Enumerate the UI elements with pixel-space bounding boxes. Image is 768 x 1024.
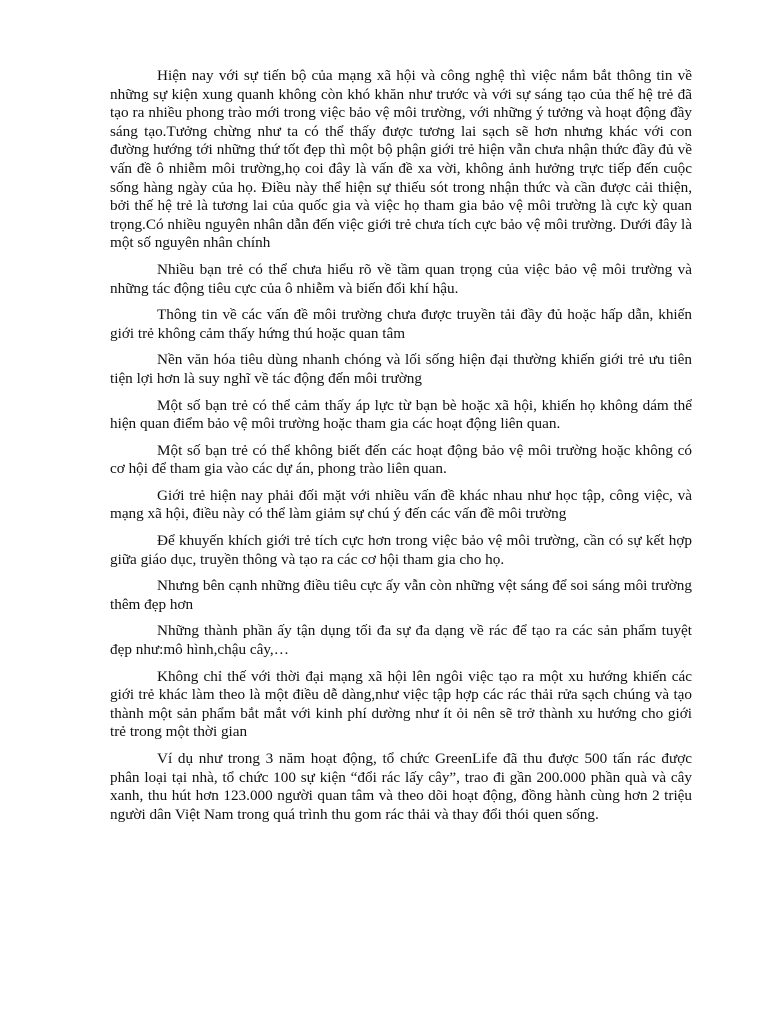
paragraph-encouragement: Để khuyến khích giới trẻ tích cực hơn trong việc bảo vệ môi trường, cần có sự kết hợp giữa giáo dục, truyền thông và tạo ra các cơ hội tham gia cho họ. [110, 532, 692, 568]
paragraph-recycled-products: Những thành phần ấy tận dụng tối đa sự đa dạng về rác để tạo ra các sản phẩm tuyệt đẹp như:mô hình,chậu cây,… [110, 622, 692, 659]
paragraph-greenlife-example: Ví dụ như trong 3 năm hoạt động, tổ chức GreenLife đã thu được 500 tấn rác được phân loại tại nhà, tổ chức 100 sự kiện “đổi rác lấy cây”, trao đi gần 200.000 phần quà và cây xanh, thu hút hơn 123.000 người quan tâm và theo dõi hoạt động, đồng hành cùng hơn 2 triệu người dân Việt Nam trong quá trình thu gom rác thải và thay đổi thói quen sống. [110, 750, 692, 823]
paragraph-bright-spots: Nhưng bên cạnh những điều tiêu cực ấy vẫn còn những vệt sáng để soi sáng môi trường thêm đẹp hơn [110, 577, 692, 613]
paragraph-cause-peer-pressure: Một số bạn trẻ có thể cảm thấy áp lực từ bạn bè hoặc xã hội, khiến họ không dám thể hiện quan điểm bảo vệ môi trường hoặc tham gia các hoạt động liên quan. [110, 396, 692, 433]
paragraph-social-media-trend: Không chỉ thế với thời đại mạng xã hội lên ngôi việc tạo ra một xu hướng khiến các giới trẻ khác làm theo là một điều dễ dàng,như việc tập hợp các rác thải rửa sạch chúng và tạo thành một sản phẩm bắt mắt với kinh phí dường như ít ỏi nên sẽ trở thành xu hướng cho giới trẻ trong một thời gian [110, 667, 692, 741]
paragraph-cause-consumer-culture: Nền văn hóa tiêu dùng nhanh chóng và lối sống hiện đại thường khiến giới trẻ ưu tiên tiện lợi hơn là suy nghĩ về tác động đến môi trường [110, 351, 692, 387]
paragraph-intro: Hiện nay với sự tiến bộ của mạng xã hội và công nghệ thì việc nắm bắt thông tin về những sự kiện xung quanh không còn khó khăn như trước và với sự sáng tạo của thế hệ trẻ đã tạo ra nhiều phong trào mới trong việc bảo vệ môi trường, với những ý tưởng và hoạt động đầy sáng tạo.Tưởng chừng như ta có thể thấy được tương lai sạch sẽ hơn nhưng khác với con đường hướng tới những thứ tốt đẹp thì một bộ phận giới trẻ hiện vẫn chưa nhận thức đầy đủ về vấn đề ô nhiễm môi trường,họ coi đây là vấn đề xa vời, không ảnh hưởng trực tiếp đến cuộc sống hàng ngày của họ. Điều này thể hiện sự thiếu sót trong nhận thức và cần được cải thiện, bởi thế hệ trẻ là tương lai của quốc gia và việc họ tham gia bảo vệ môi trường là cực kỳ quan trọng.Có nhiều nguyên nhân dẫn đến việc giới trẻ chưa tích cực bảo vệ môi trường. Dưới đây là một số nguyên nhân chính [110, 67, 692, 252]
document-body [110, 67, 692, 832]
paragraph-cause-lack-of-opportunity: Một số bạn trẻ có thể không biết đến các hoạt động bảo vệ môi trường hoặc không có cơ hội để tham gia vào các dự án, phong trào liên quan. [110, 441, 692, 478]
paragraph-cause-distractions: Giới trẻ hiện nay phải đối mặt với nhiều vấn đề khác nhau như học tập, công việc, và mạng xã hội, điều này có thể làm giảm sự chú ý đến các vấn đề môi trường [110, 486, 692, 523]
paragraph-cause-awareness: Nhiều bạn trẻ có thể chưa hiểu rõ về tầm quan trọng của việc bảo vệ môi trường và những tác động tiêu cực của ô nhiễm và biến đổi khí hậu. [110, 260, 692, 297]
paragraph-cause-information: Thông tin về các vấn đề môi trường chưa được truyền tải đầy đủ hoặc hấp dẫn, khiến giới trẻ không cảm thấy hứng thú hoặc quan tâm [110, 306, 692, 342]
